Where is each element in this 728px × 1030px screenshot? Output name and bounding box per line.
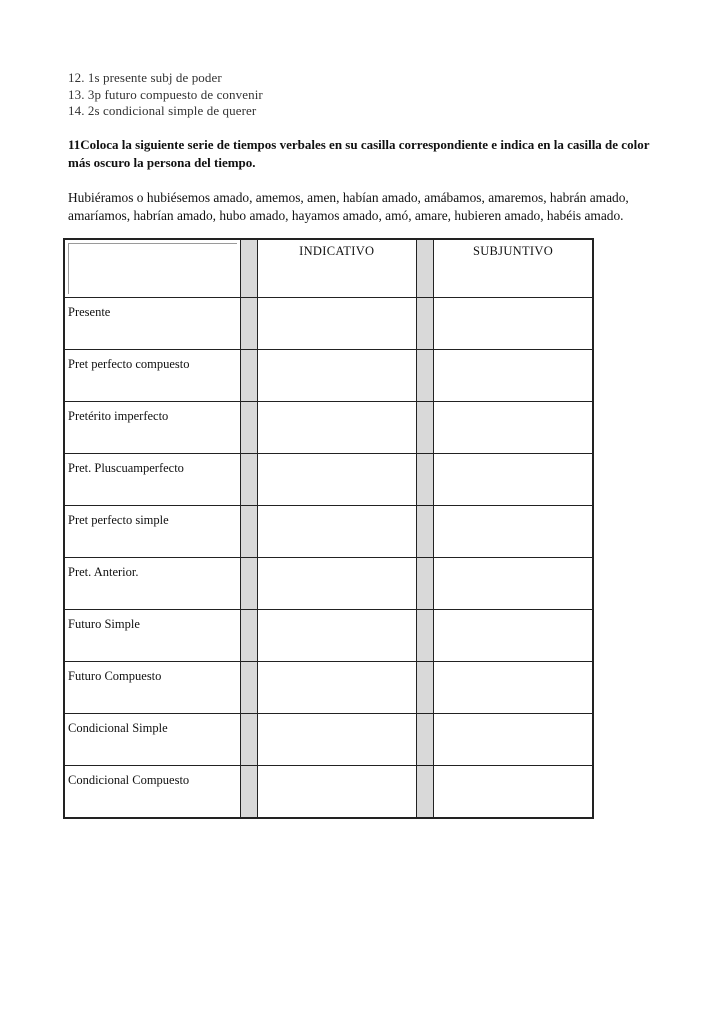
- table-row: [64, 298, 593, 350]
- tense-label: Pret perfecto simple: [64, 506, 240, 558]
- subjuntivo-person-cell[interactable]: [417, 506, 434, 558]
- indicativo-answer-cell[interactable]: [257, 714, 417, 766]
- indicativo-person-cell[interactable]: [240, 454, 257, 506]
- subjuntivo-person-cell[interactable]: [417, 454, 434, 506]
- indicativo-answer-cell[interactable]: [257, 506, 417, 558]
- subjuntivo-answer-cell[interactable]: [434, 402, 594, 454]
- table-row: [64, 402, 593, 454]
- subjuntivo-answer-cell[interactable]: [434, 350, 594, 402]
- indicativo-person-cell[interactable]: [240, 506, 257, 558]
- previous-exercise-items: [68, 70, 263, 120]
- indicativo-person-cell[interactable]: [240, 766, 257, 819]
- indicativo-answer-cell[interactable]: [257, 610, 417, 662]
- indicativo-answer-cell[interactable]: [257, 350, 417, 402]
- exercise-item-14: 14. 2s condicional simple de querer: [68, 103, 257, 118]
- tense-label: Condicional Compuesto: [64, 766, 240, 819]
- indicativo-answer-cell[interactable]: [257, 402, 417, 454]
- subjuntivo-answer-cell[interactable]: [434, 766, 594, 819]
- tense-label: Pretérito imperfecto: [64, 402, 240, 454]
- subjuntivo-person-cell[interactable]: [417, 350, 434, 402]
- table-row: [64, 454, 593, 506]
- verb-form-list: Hubiéramos o hubiésemos amado, amemos, amen, habían amado, amábamos, amaremos, habrán amado, amaríamos, habrían amado, hubo amado, hayamos amado, amó, amare, hubieren amado, habéis amado.: [68, 190, 629, 223]
- table-corner-cell: [64, 239, 240, 298]
- tense-label: Futuro Simple: [64, 610, 240, 662]
- subjuntivo-person-cell[interactable]: [417, 662, 434, 714]
- tense-label: Condicional Simple: [64, 714, 240, 766]
- conjugation-table: [63, 238, 594, 819]
- exercise-item-13: 13. 3p futuro compuesto de convenir: [68, 86, 263, 102]
- indicativo-answer-cell[interactable]: [257, 766, 417, 819]
- subjuntivo-answer-cell[interactable]: [434, 662, 594, 714]
- subjuntivo-answer-cell[interactable]: [434, 506, 594, 558]
- table-row: [64, 350, 593, 402]
- table-row: [64, 662, 593, 714]
- subjuntivo-person-cell[interactable]: [417, 714, 434, 766]
- subjuntivo-person-cell[interactable]: [417, 402, 434, 454]
- subjuntivo-person-cell[interactable]: [417, 558, 434, 610]
- indicativo-person-cell[interactable]: [240, 298, 257, 350]
- indicativo-answer-cell[interactable]: [257, 558, 417, 610]
- indicativo-answer-cell[interactable]: [257, 454, 417, 506]
- tense-label: Pret. Pluscuamperfecto: [64, 454, 240, 506]
- indicativo-person-cell[interactable]: [240, 558, 257, 610]
- tense-label: Pret. Anterior.: [64, 558, 240, 610]
- indicativo-person-cell: [240, 239, 257, 298]
- subjuntivo-answer-cell[interactable]: [434, 558, 594, 610]
- table-row: [64, 714, 593, 766]
- indicativo-header: INDICATIVO: [257, 239, 417, 298]
- table-row: [64, 506, 593, 558]
- subjuntivo-answer-cell[interactable]: [434, 298, 594, 350]
- exercise-item-12: 12. 1s presente subj de poder: [68, 70, 222, 85]
- indicativo-person-cell[interactable]: [240, 662, 257, 714]
- indicativo-person-cell[interactable]: [240, 610, 257, 662]
- subjuntivo-person-cell[interactable]: [417, 298, 434, 350]
- subjuntivo-answer-cell[interactable]: [434, 714, 594, 766]
- indicativo-person-cell[interactable]: [240, 714, 257, 766]
- subjuntivo-header: SUBJUNTIVO: [434, 239, 594, 298]
- subjuntivo-person-cell: [417, 239, 434, 298]
- indicativo-person-cell[interactable]: [240, 350, 257, 402]
- indicativo-answer-cell[interactable]: [257, 662, 417, 714]
- exercise-instruction: 11Coloca la siguiente serie de tiempos verbales en su casilla correspondiente e indica en la casilla de color más oscuro la persona del tiempo.: [68, 137, 650, 170]
- table-row: [64, 610, 593, 662]
- subjuntivo-person-cell[interactable]: [417, 610, 434, 662]
- table-row: [64, 558, 593, 610]
- tense-label: Presente: [64, 298, 240, 350]
- table-row: [64, 766, 593, 819]
- indicativo-answer-cell[interactable]: [257, 298, 417, 350]
- subjuntivo-answer-cell[interactable]: [434, 454, 594, 506]
- tense-label: Pret perfecto compuesto: [64, 350, 240, 402]
- subjuntivo-person-cell[interactable]: [417, 766, 434, 819]
- indicativo-person-cell[interactable]: [240, 402, 257, 454]
- table-header-row: [64, 239, 593, 298]
- subjuntivo-answer-cell[interactable]: [434, 610, 594, 662]
- tense-label: Futuro Compuesto: [64, 662, 240, 714]
